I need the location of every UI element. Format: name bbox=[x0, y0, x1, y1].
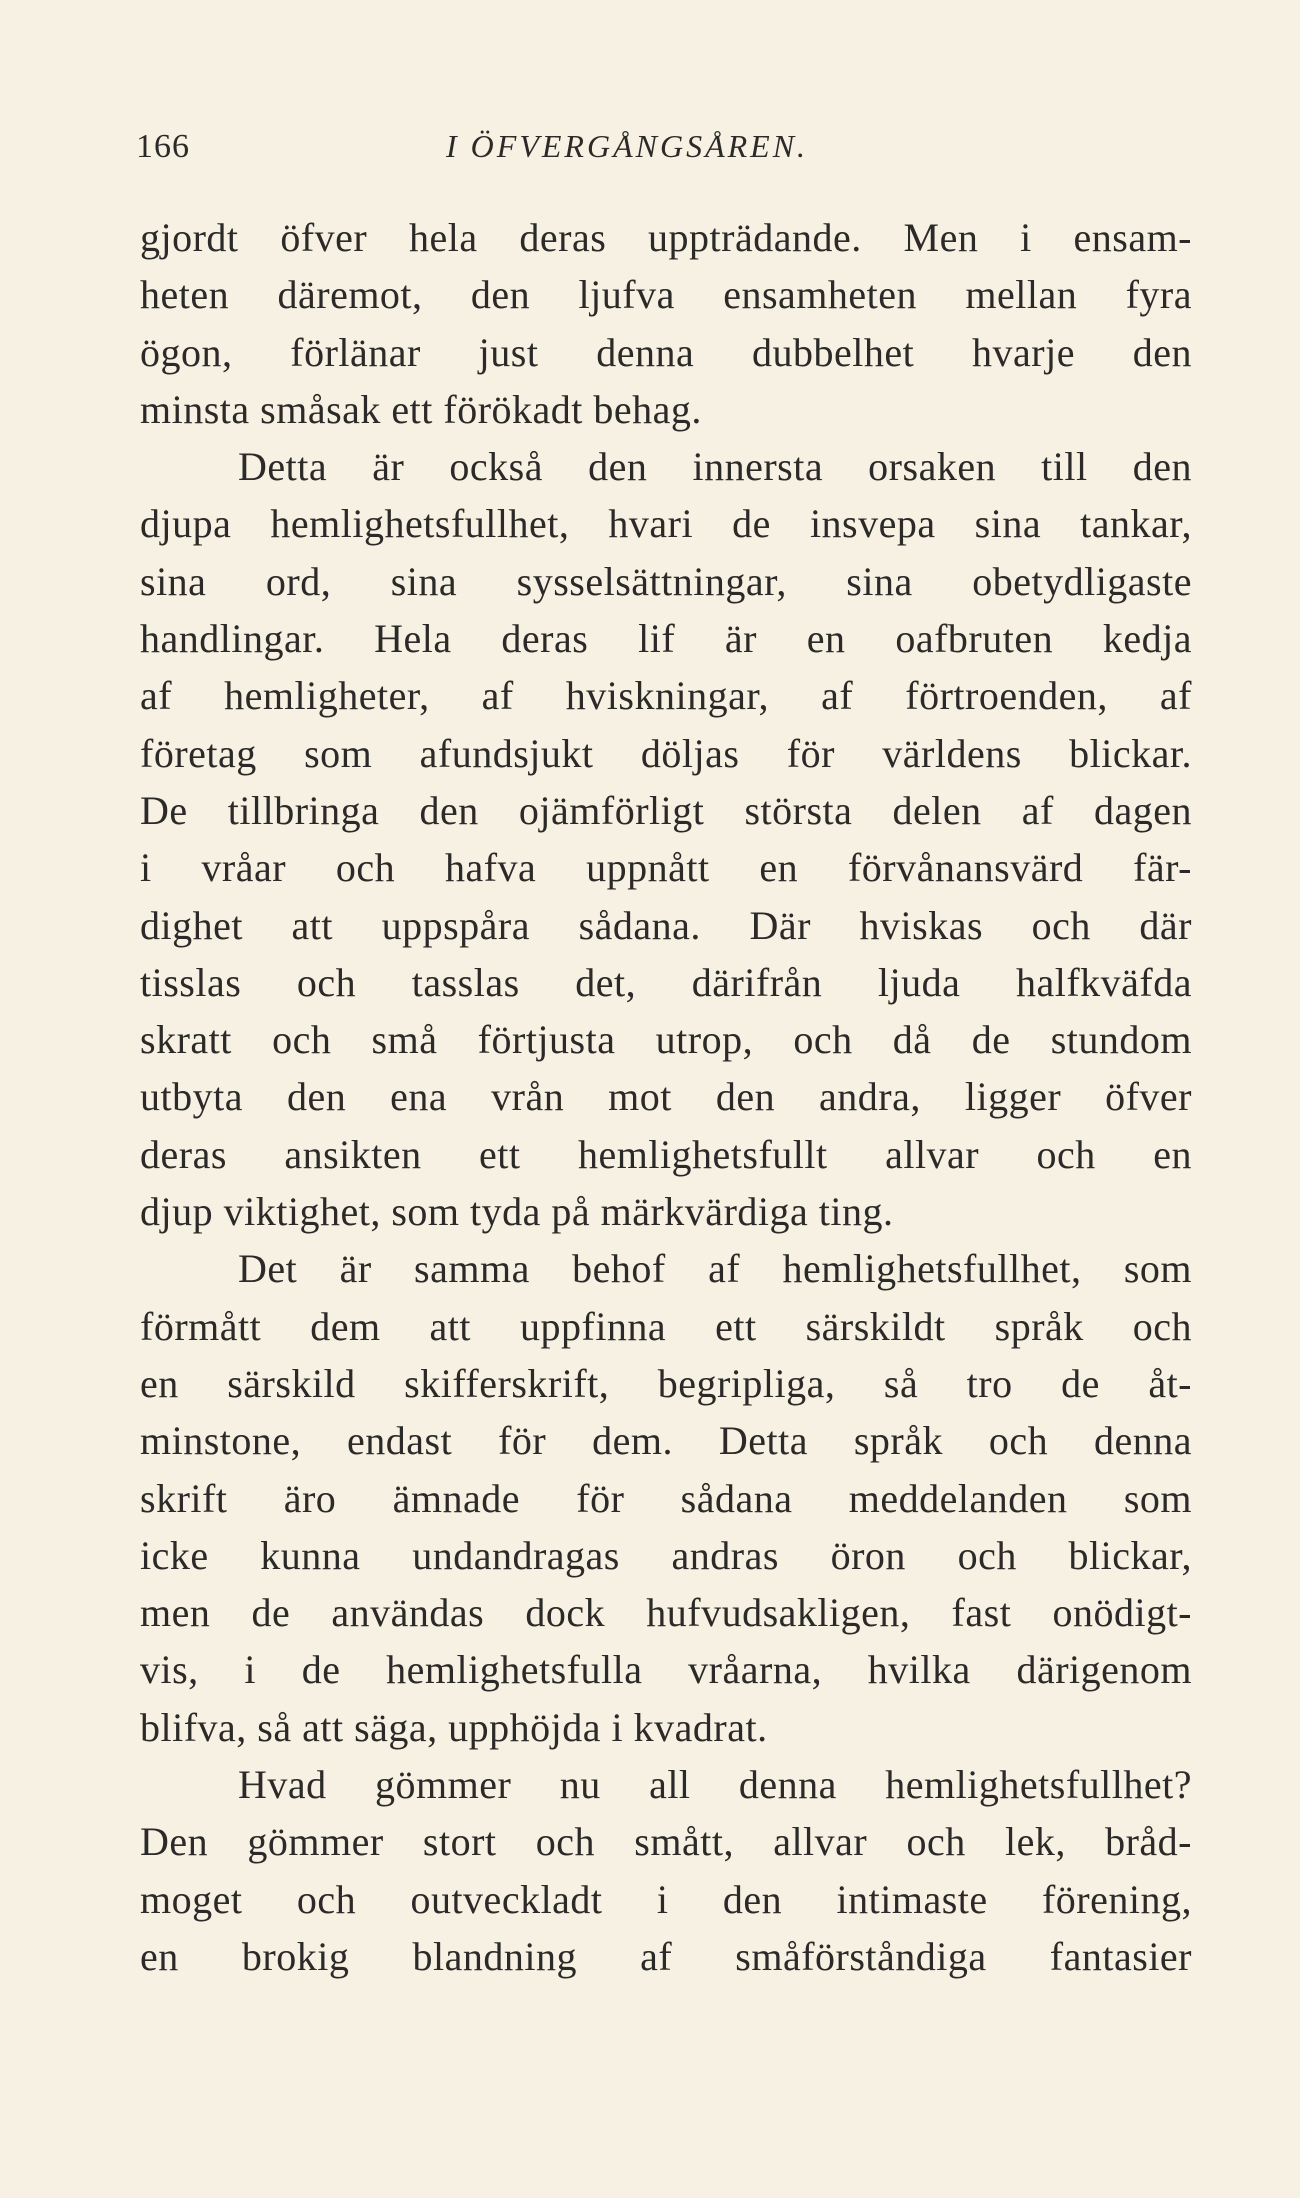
text-line: gjordt öfver hela deras uppträdande. Men i ensam- bbox=[140, 215, 1192, 260]
text-line: företag som afundsjukt döljas för världens blickar. bbox=[140, 730, 1192, 776]
text-line: minstone, endast för dem. Detta språk och denna bbox=[140, 1418, 1192, 1464]
page-header bbox=[136, 128, 1196, 178]
text-line: en brokig blandning af småförståndiga fantasier bbox=[140, 1933, 1192, 1979]
text-line: handlingar. Hela deras lif är en oafbruten kedja bbox=[140, 616, 1192, 662]
text-line: utbyta den ena vrån mot den andra, ligger öfver bbox=[140, 1074, 1192, 1120]
text-line: men de användas dock hufvudsakligen, fast onödigt- bbox=[140, 1590, 1192, 1636]
text-line: förmått dem att uppfinna ett särskildt språk och bbox=[140, 1303, 1192, 1349]
text-line: moget och outveckladt i den intimaste förening, bbox=[140, 1876, 1192, 1922]
text-line: skratt och små förtjusta utrop, och då de stundom bbox=[140, 1017, 1192, 1063]
text-line: en särskild skifferskrift, begripliga, så tro de åt- bbox=[140, 1360, 1192, 1406]
text-line: Den gömmer stort och smått, allvar och lek, bråd- bbox=[140, 1819, 1192, 1865]
text-line: Detta är också den innersta orsaken till den bbox=[238, 444, 1192, 490]
text-line: vis, i de hemlighetsfulla vråarna, hvilka därigenom bbox=[140, 1647, 1192, 1693]
text-line: minsta småsak ett förökadt behag. bbox=[140, 386, 702, 432]
text-line: skrift äro ämnade för sådana meddelanden som bbox=[140, 1475, 1192, 1521]
text-line: djup viktighet, som tyda på märkvärdiga ting. bbox=[140, 1189, 894, 1235]
text-line: djupa hemlighetsfullhet, hvari de insvepa sina tankar, bbox=[140, 501, 1192, 547]
text-line: icke kunna undandragas andras öron och blickar, bbox=[140, 1532, 1192, 1578]
text-line: ögon, förlänar just denna dubbelhet hvarje den bbox=[140, 329, 1192, 375]
text-line: Hvad gömmer nu all denna hemlighetsfullhet? bbox=[238, 1762, 1192, 1808]
text-line: deras ansikten ett hemlighetsfullt allvar och en bbox=[140, 1131, 1192, 1177]
text-line: Det är samma behof af hemlighetsfullhet, som bbox=[238, 1246, 1192, 1292]
body-text bbox=[140, 209, 1192, 1985]
text-line: De tillbringa den ojämförligt största delen af dagen bbox=[140, 787, 1192, 833]
running-title: I ÖFVERGÅNGSÅREN. bbox=[446, 128, 809, 164]
text-line: tisslas och tasslas det, därifrån ljuda halfkväfda bbox=[140, 959, 1192, 1005]
text-line: af hemligheter, af hviskningar, af förtroenden, af bbox=[140, 673, 1192, 719]
page-number: 166 bbox=[136, 128, 190, 165]
text-line: heten däremot, den ljufva ensamheten mellan fyra bbox=[140, 272, 1192, 318]
text-line: i vråar och hafva uppnått en förvånansvärd fär- bbox=[140, 845, 1192, 891]
text-line: sina ord, sina sysselsättningar, sina obetydligaste bbox=[140, 558, 1192, 604]
text-line: blifva, så att säga, upphöjda i kvadrat. bbox=[140, 1704, 768, 1750]
text-line: dighet att uppspåra sådana. Där hviskas och där bbox=[140, 902, 1192, 948]
